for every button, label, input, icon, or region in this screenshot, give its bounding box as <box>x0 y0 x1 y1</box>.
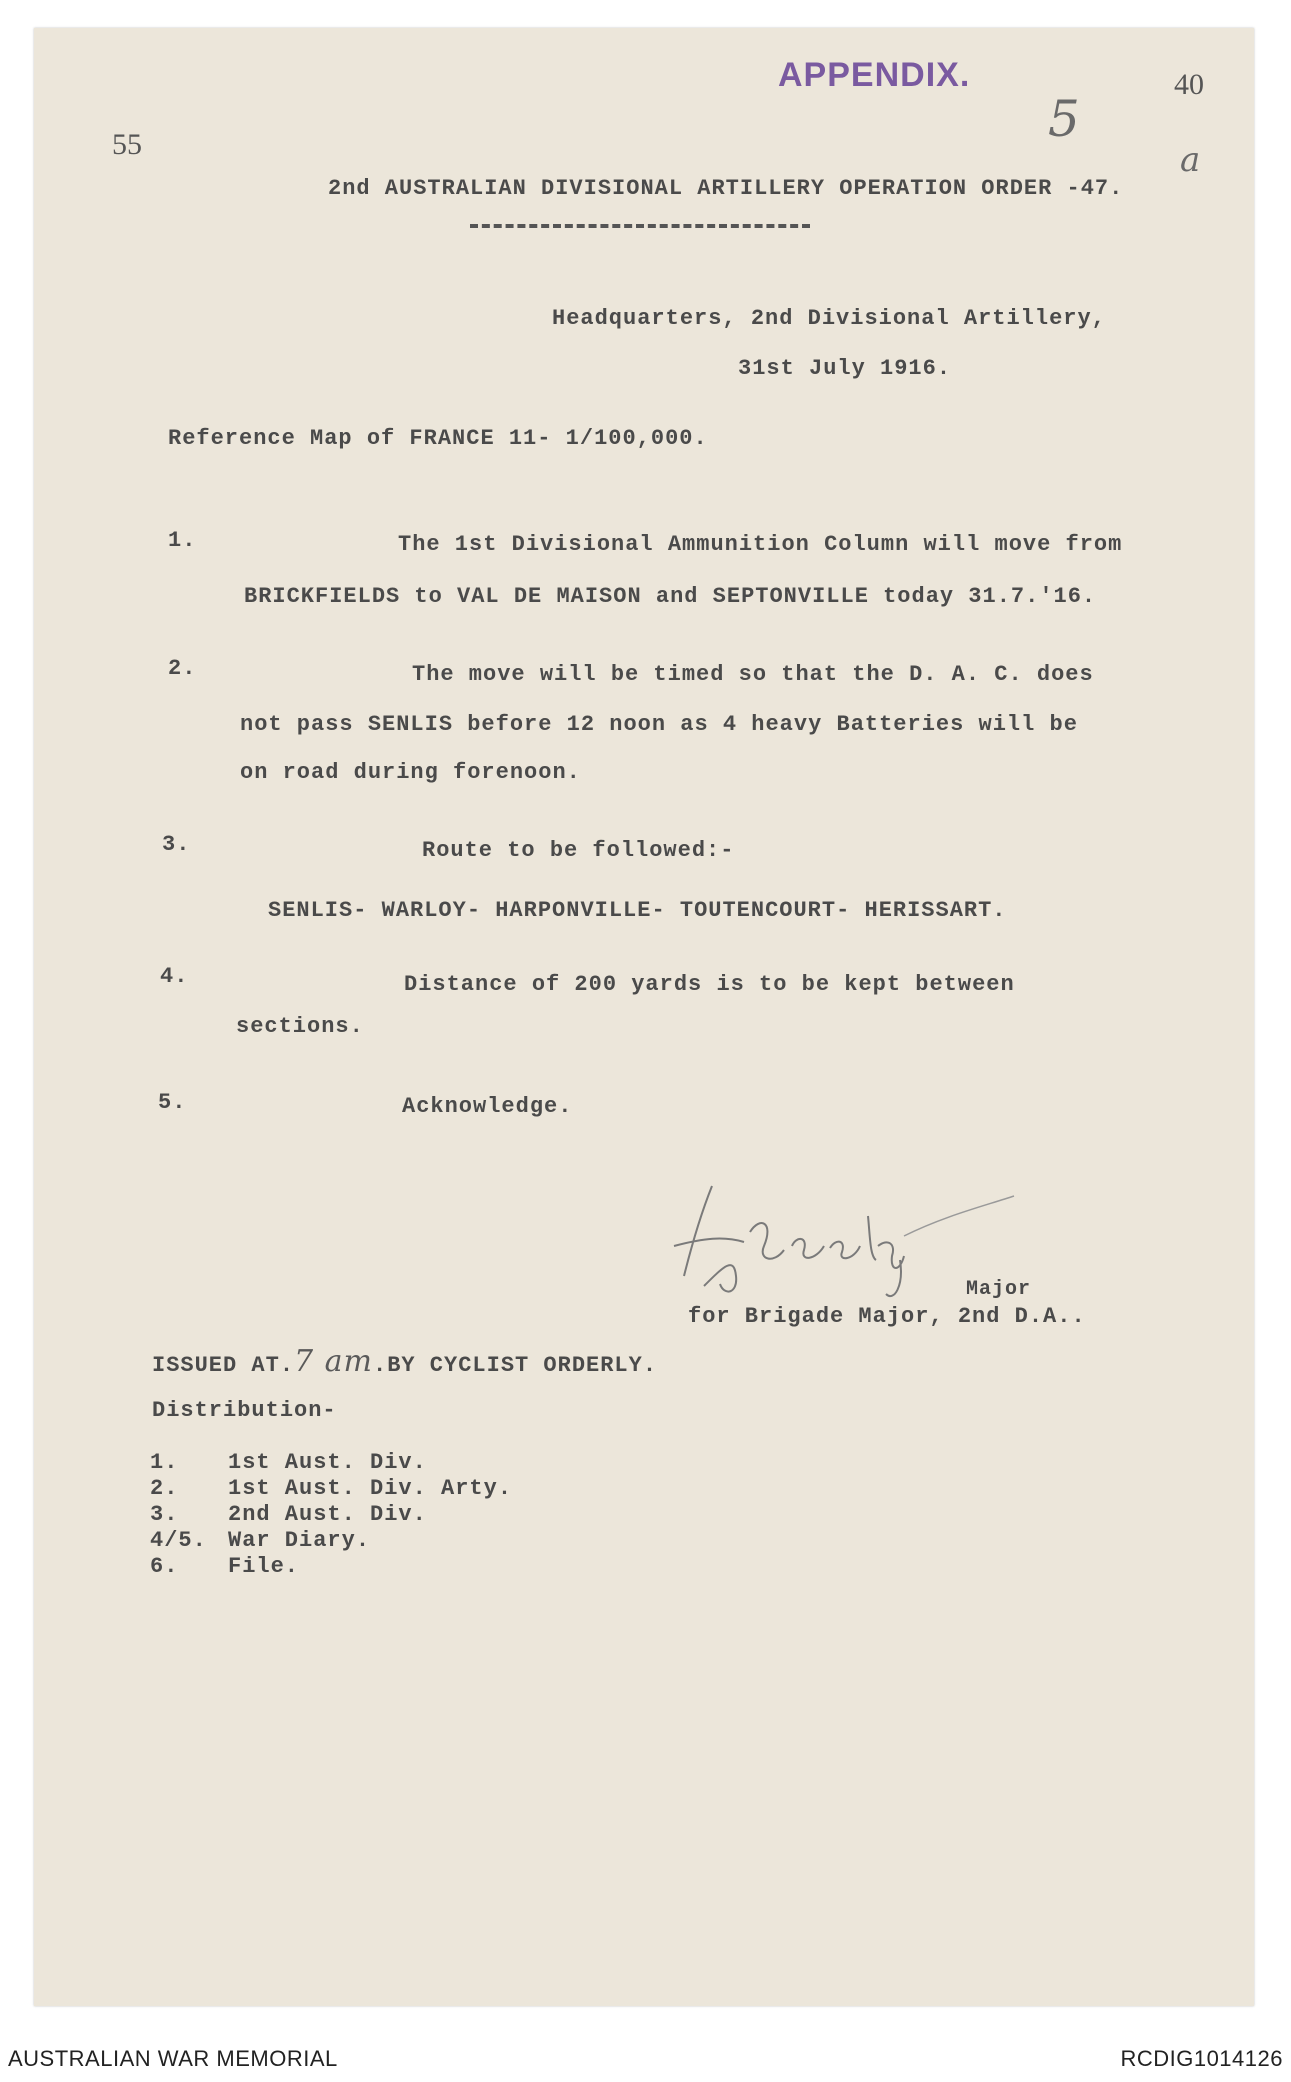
footer-record-id: RCDIG1014126 <box>1120 2046 1283 2071</box>
paragraph-line: not pass SENLIS before 12 noon as 4 heavy Batteries will be <box>240 712 1078 737</box>
signoff-line: for Brigade Major, 2nd D.A.. <box>688 1304 1086 1329</box>
distribution-number: 2. <box>150 1476 179 1501</box>
distribution-item: War Diary. <box>228 1528 371 1553</box>
paragraph-number: 2. <box>168 656 197 681</box>
issued-line <box>152 1344 657 1379</box>
paragraph-line: Route to be followed:- <box>422 838 735 863</box>
paragraph-line: Acknowledge. <box>402 1094 573 1119</box>
order-title: 2nd AUSTRALIAN DIVISIONAL ARTILLERY OPERATION ORDER -47. <box>328 176 1124 201</box>
title-underline <box>470 224 810 228</box>
distribution-number: 4/5. <box>150 1528 207 1553</box>
paragraph-number: 3. <box>162 832 191 857</box>
route-line: SENLIS- WARLOY- HARPONVILLE- TOUTENCOURT- HERISSART. <box>268 898 1007 923</box>
paragraph-line: on road during forenoon. <box>240 760 581 785</box>
folio-number-top-right: 40 <box>1174 68 1204 101</box>
headquarters-line: Headquarters, 2nd Divisional Artillery, <box>552 306 1106 331</box>
issued-suffix: .BY CYCLIST ORDERLY. <box>373 1353 658 1378</box>
distribution-item: File. <box>228 1554 300 1579</box>
issued-time-handwritten: 7 am <box>294 1344 373 1379</box>
issued-prefix: ISSUED AT. <box>152 1353 295 1378</box>
paragraph-line: sections. <box>236 1014 364 1039</box>
paragraph-line: Distance of 200 yards is to be kept between <box>404 972 1015 997</box>
distribution-number: 3. <box>150 1502 179 1527</box>
rank-label: Major <box>966 1278 1032 1301</box>
pencil-annotation-number: 5 <box>1048 90 1080 148</box>
paragraph-number: 4. <box>160 964 189 989</box>
paragraph-number: 1. <box>168 528 197 553</box>
paragraph-number: 5. <box>158 1090 187 1115</box>
distribution-item: 1st Aust. Div. <box>228 1450 427 1475</box>
distribution-item: 1st Aust. Div. Arty. <box>228 1476 513 1501</box>
appendix-stamp: APPENDIX. <box>778 56 971 94</box>
paragraph-line: BRICKFIELDS to VAL DE MAISON and SEPTONVILLE today 31.7.'16. <box>244 584 1097 609</box>
distribution-item: 2nd Aust. Div. <box>228 1502 427 1527</box>
footer-archive-name: AUSTRALIAN WAR MEMORIAL <box>8 2046 338 2071</box>
paragraph-line: The 1st Divisional Ammunition Column will move from <box>398 532 1123 557</box>
reference-map-line: Reference Map of FRANCE 11- 1/100,000. <box>168 426 708 451</box>
paragraph-line: The move will be timed so that the D. A. C. does <box>412 662 1094 687</box>
distribution-heading: Distribution- <box>152 1398 337 1423</box>
distribution-number: 6. <box>150 1554 179 1579</box>
distribution-number: 1. <box>150 1450 179 1475</box>
pencil-annotation-letter: a <box>1180 140 1201 180</box>
folio-number-left: 55 <box>112 128 142 161</box>
date-line: 31st July 1916. <box>738 356 952 381</box>
